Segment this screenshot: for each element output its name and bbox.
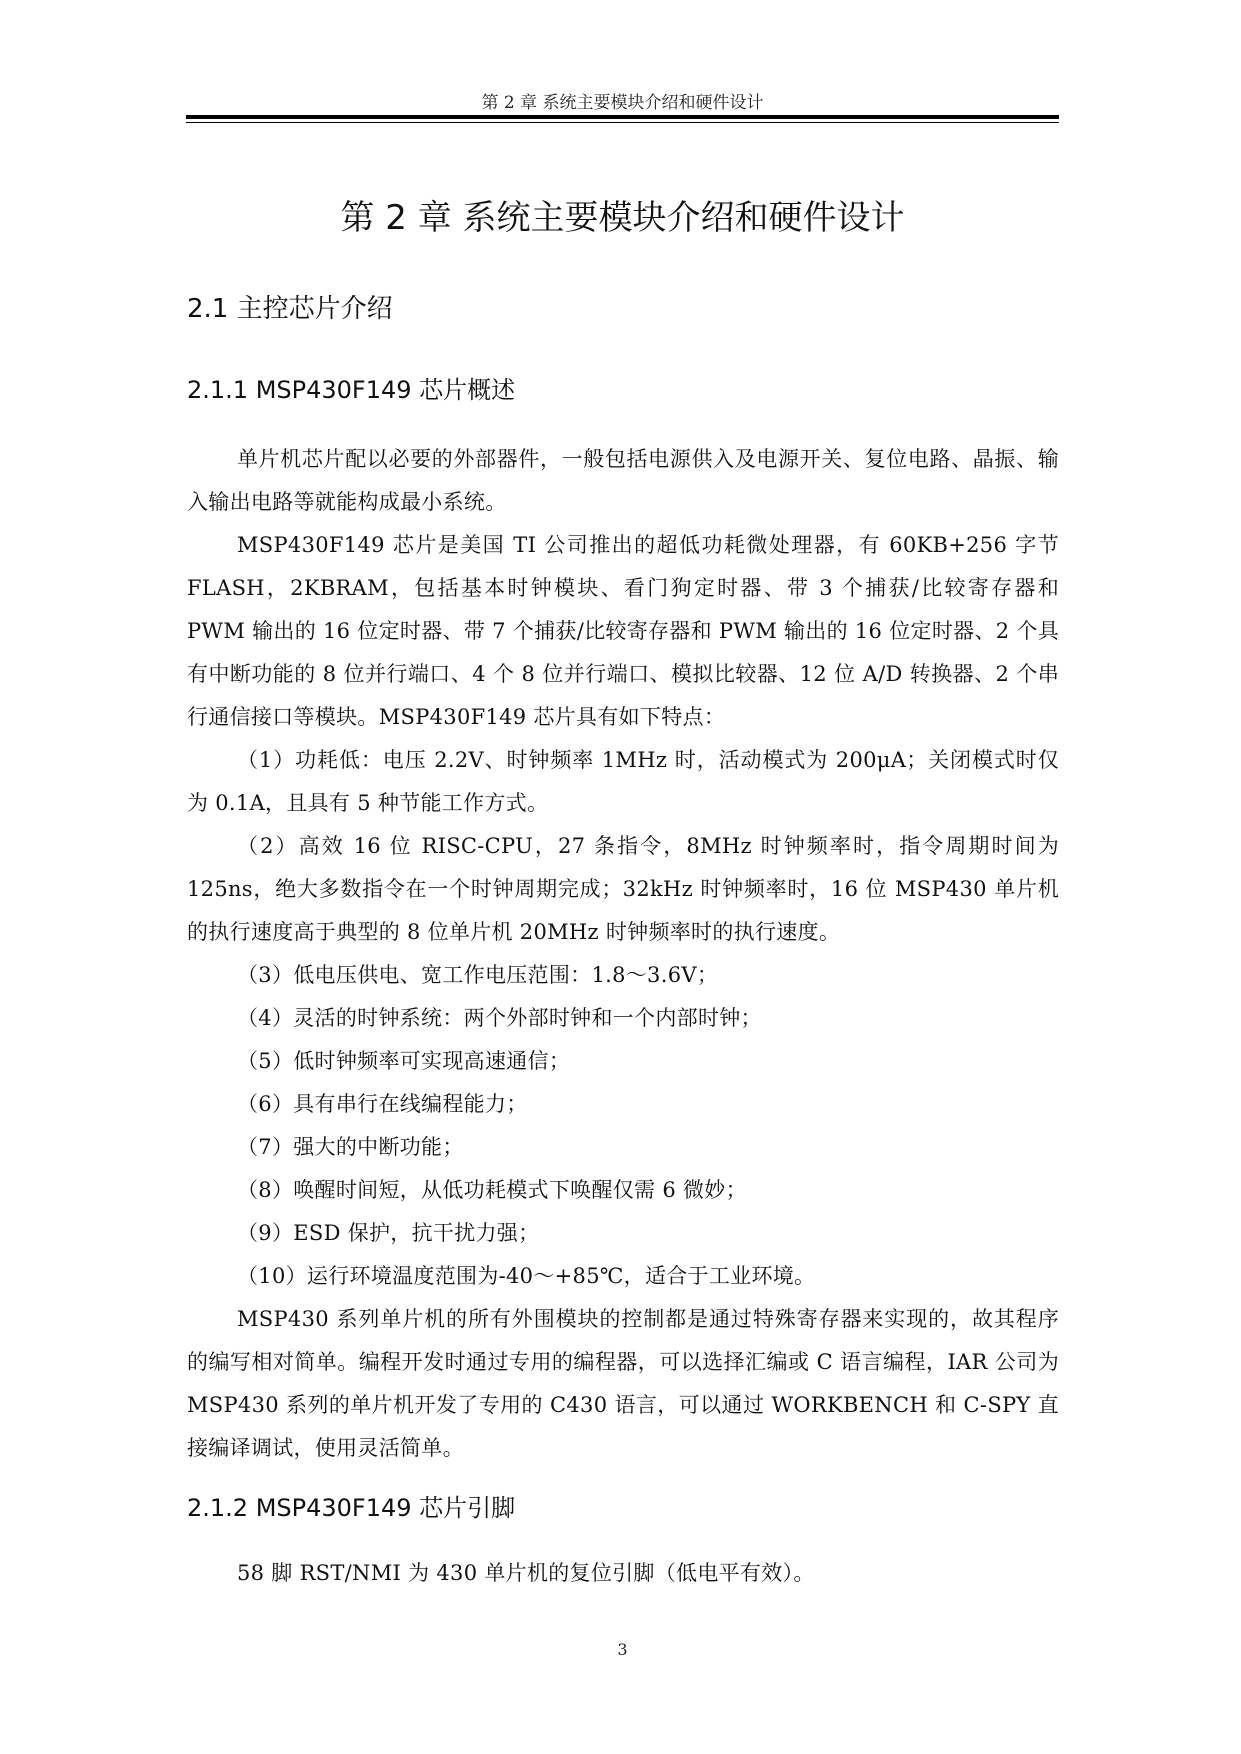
- section-2-1-1-heading: 2.1.1 MSP430F149 芯片概述: [187, 376, 516, 404]
- list-item: （1）功耗低：电压 2.2V、时钟频率 1MHz 时，活动模式为 200μA；关闭模式时仅为 0.1A，且具有 5 种节能工作方式。: [187, 748, 1059, 815]
- list-item: （8）唤醒时间短，从低功耗模式下唤醒仅需 6 微妙；: [237, 1178, 747, 1202]
- list-item: （5）低时钟频率可实现高速通信；: [237, 1049, 571, 1073]
- list-item: （3）低电压供电、宽工作电压范围：1.8～3.6V；: [237, 963, 719, 987]
- page-number: 3: [617, 1640, 628, 1659]
- paragraph: MSP430F149 芯片是美国 TI 公司推出的超低功耗微处理器，有 60KB+256 字节 FLASH，2KBRAM，包括基本时钟模块、看门狗定时器、带 3 个捕获/比较寄存器和 PWM 输出的 16 位定时器、带 7 个捕获/比较寄存器和 PWM 输出的 16 位定时器、2 个具有中断功能的 8 位并行端口、4 个 8 位并行端口、模拟比较器、12 位 A/D 转换器、2 个串行通信接口等模块。MSP430F149 芯片具有如下特点：: [187, 533, 1059, 729]
- list-item: （10）运行环境温度范围为-40～+85℃，适合于工业环境。: [237, 1264, 816, 1288]
- section-2-1-2-heading: 2.1.2 MSP430F149 芯片引脚: [187, 1494, 516, 1522]
- header-rule-thick: [186, 115, 1059, 119]
- list-item: （7）强大的中断功能；: [237, 1135, 464, 1159]
- chapter-title: 第 2 章 系统主要模块介绍和硬件设计: [340, 198, 905, 238]
- header-rule-thin: [186, 122, 1059, 123]
- paragraph: 单片机芯片配以必要的外部器件，一般包括电源供入及电源开关、复位电路、晶振、输入输出电路等就能构成最小系统。: [187, 447, 1059, 514]
- list-item: （6）具有串行在线编程能力；: [237, 1092, 528, 1116]
- section-2-1-heading: 2.1 主控芯片介绍: [187, 294, 393, 324]
- paragraph: 58 脚 RST/NMI 为 430 单片机的复位引脚（低电平有效）。: [237, 1561, 815, 1585]
- running-header: 第 2 章 系统主要模块介绍和硬件设计: [481, 93, 764, 113]
- list-item: （9）ESD 保护，抗干扰力强；: [237, 1221, 540, 1245]
- paragraph: MSP430 系列单片机的所有外围模块的控制都是通过特殊寄存器来实现的，故其程序的编写相对简单。编程开发时通过专用的编程器，可以选择汇编或 C 语言编程，IAR 公司为 MSP430 系列的单片机开发了专用的 C430 语言，可以通过 WORKBENCH 和 C-SPY 直接编译调试，使用灵活简单。: [187, 1307, 1059, 1460]
- list-item: （2）高效 16 位 RISC-CPU，27 条指令，8MHz 时钟频率时，指令周期时间为 125ns，绝大多数指令在一个时钟周期完成；32kHz 时钟频率时，16 位 MSP430 单片机的执行速度高于典型的 8 位单片机 20MHz 时钟频率时的执行速度。: [187, 834, 1059, 944]
- list-item: （4）灵活的时钟系统：两个外部时钟和一个内部时钟；: [237, 1006, 762, 1030]
